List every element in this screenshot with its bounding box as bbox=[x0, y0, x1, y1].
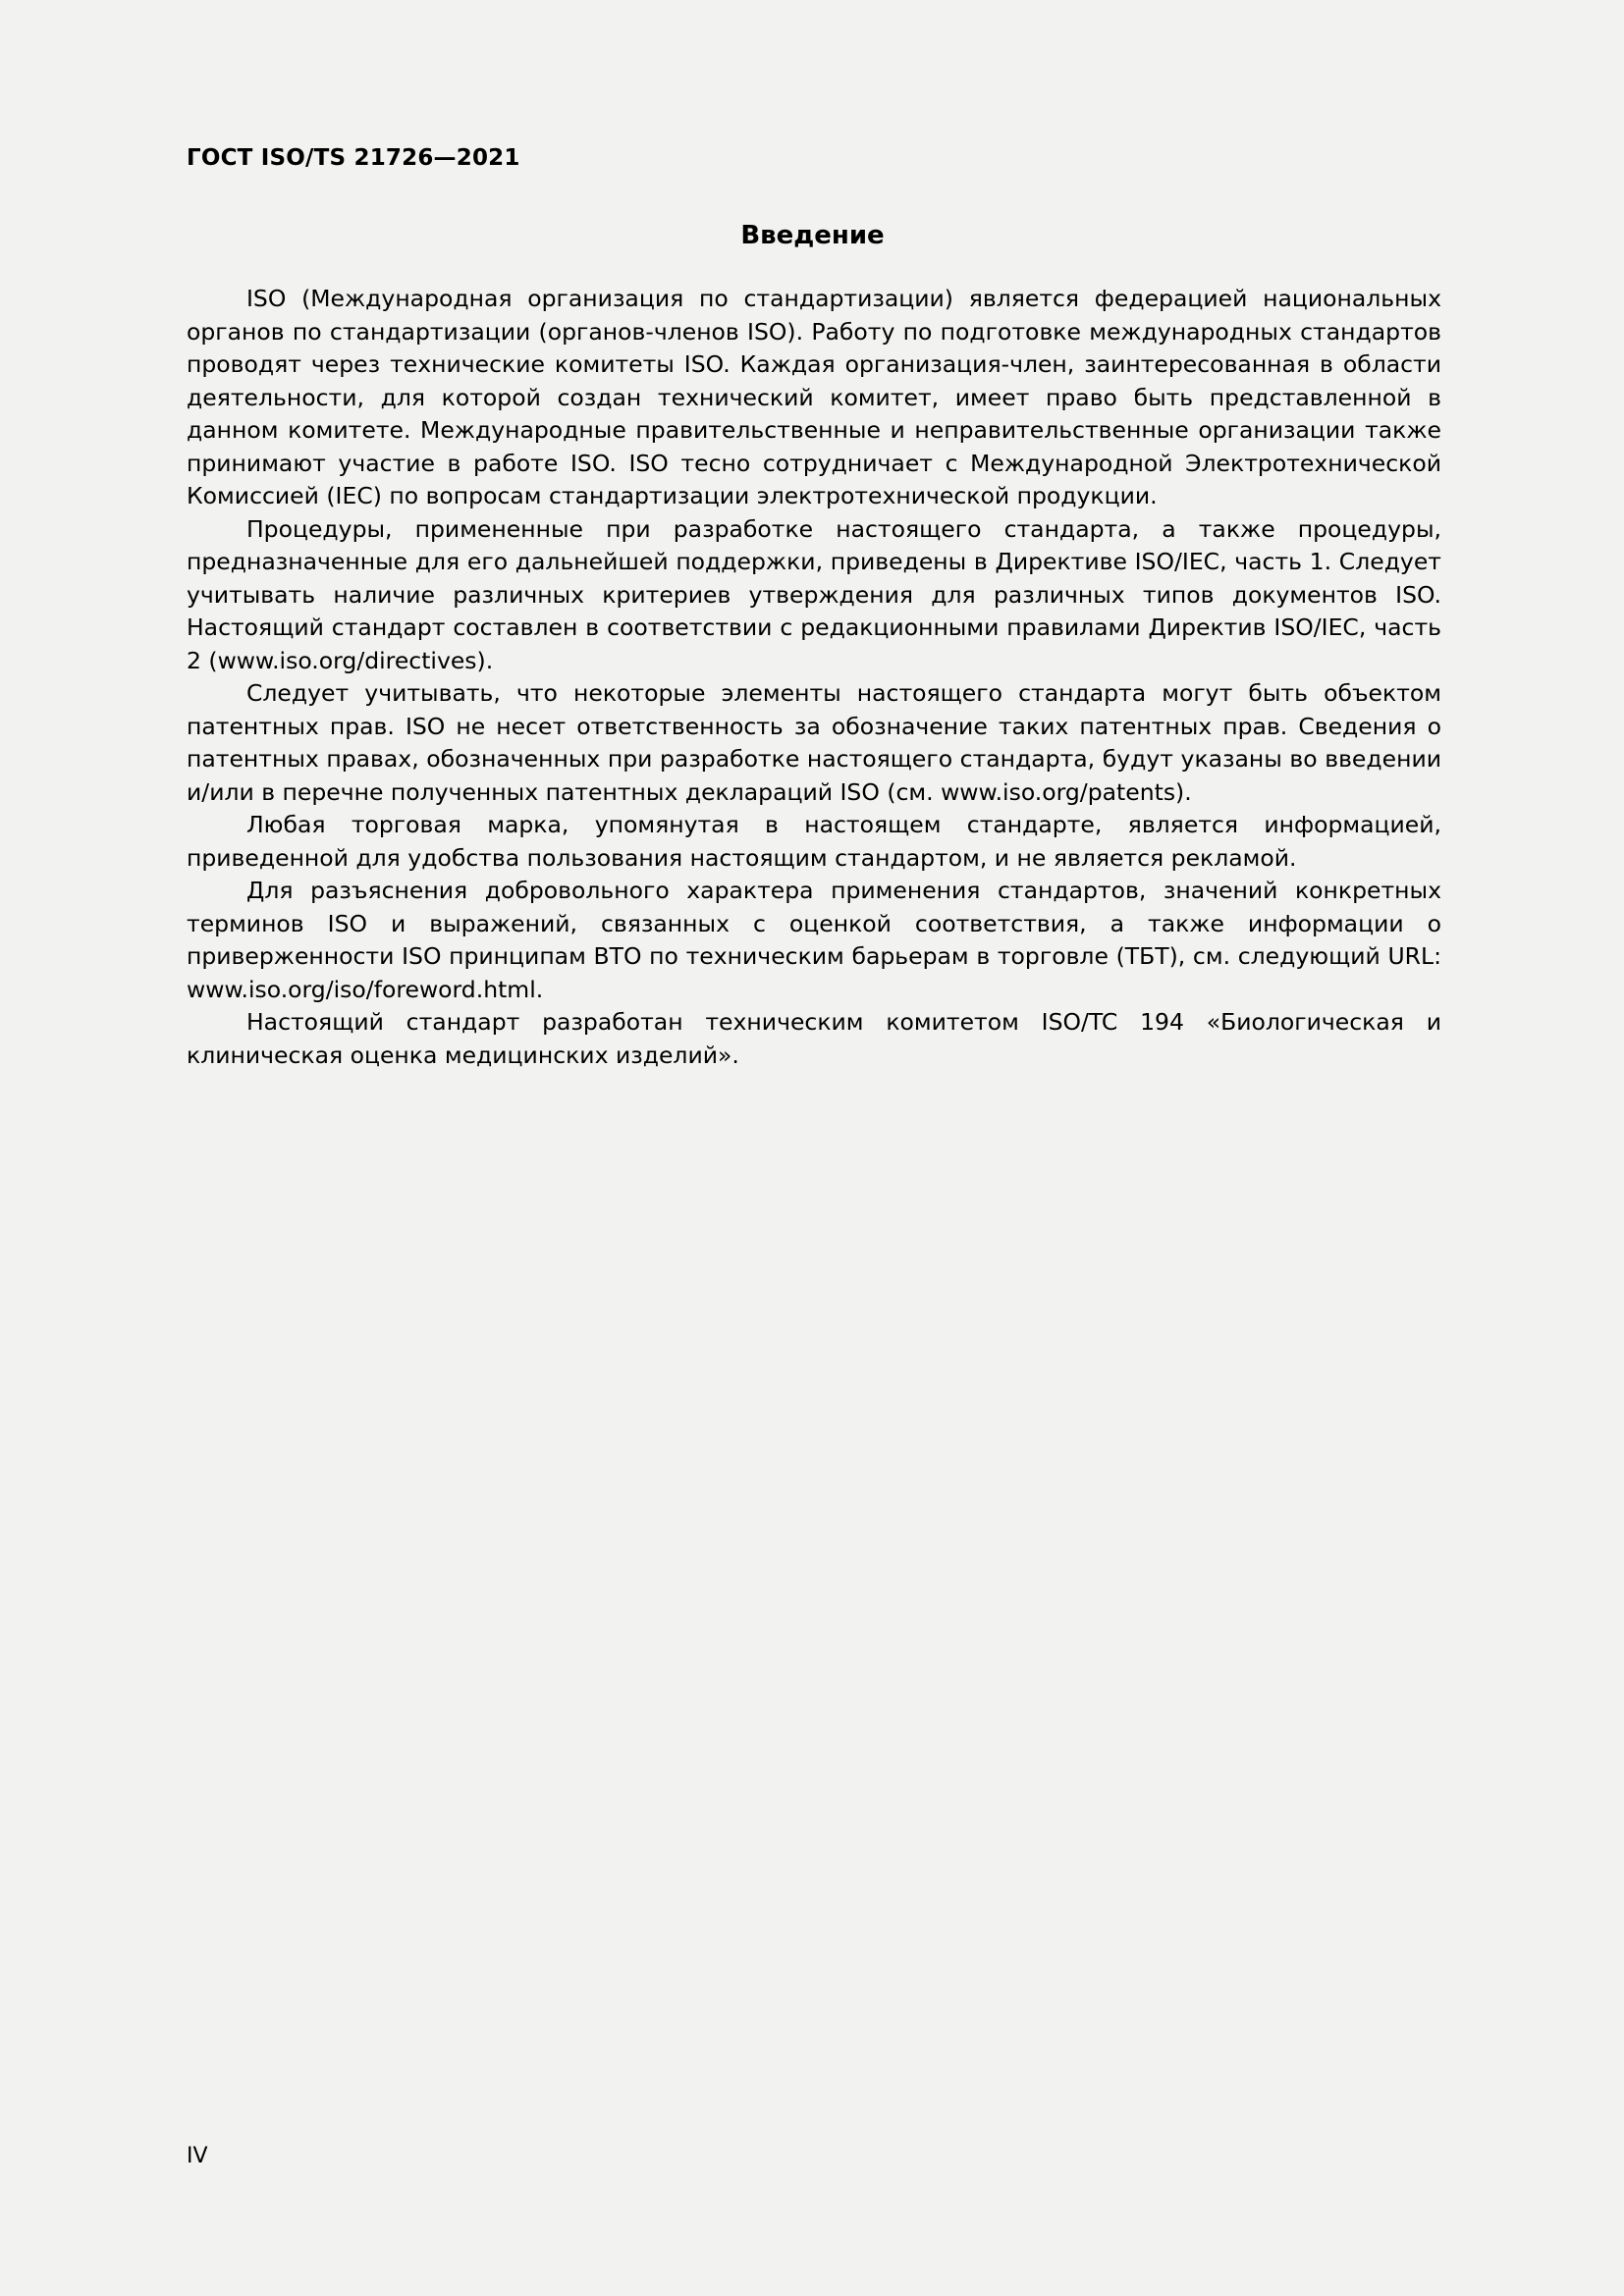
paragraph: Настоящий стандарт разработан техническим комитетом ISO/TC 194 «Биологическая и клиническая оценка медицинских изделий». bbox=[187, 1008, 1441, 1069]
page-title: Введение bbox=[740, 221, 885, 250]
page-number: IV bbox=[187, 2144, 208, 2168]
paragraph: Для разъяснения добровольного характера применения стандартов, значений конкретных терминов ISO и выражений, связанных с оценкой соответствия, а также информации о приверженности ISO принципам ВТО по техническим барьерам в торговле (ТБТ), см. следующий URL: www.iso.org/iso/foreword.html. bbox=[187, 877, 1441, 1003]
paragraph: ISO (Международная организация по стандартизации) является федерацией национальных органов по стандартизации (органов-членов ISO). Работу по подготовке международных стандартов проводят через технические комитеты ISO. Каждая организация-член, заинтересованная в области деятельности, для которой создан технический комитет, имеет право быть представленной в данном комитете. Международные правительственные и неправительственные организации также принимают участие в работе ISO. ISO тесно сотрудничает с Международной Электротехнической Комиссией (IEC) по вопросам стандартизации электротехнической продукции. bbox=[187, 285, 1441, 509]
paragraph: Процедуры, примененные при разработке настоящего стандарта, а также процедуры, предназначенные для его дальнейшей поддержки, приведены в Директиве ISO/IEC, часть 1. Следует учитывать наличие различных критериев утверждения для различных типов документов ISO. Настоящий стандарт составлен в соответствии с редакционными правилами Директив ISO/IEC, часть 2 (www.iso.org/directives). bbox=[187, 514, 1441, 674]
paragraph: Любая торговая марка, упомянутая в настоящем стандарте, является информацией, приведенной для удобства пользования настоящим стандартом, и не является рекламой. bbox=[187, 811, 1441, 872]
body-text bbox=[187, 283, 1441, 1072]
document-header: ГОСТ ISO/TS 21726—2021 bbox=[187, 145, 520, 171]
paragraph: Следует учитывать, что некоторые элементы настоящего стандарта могут быть объектом патентных прав. ISO не несет ответственность за обозначение таких патентных прав. Сведения о патентных правах, обозначенных при разработке настоящего стандарта, будут указаны во введении и/или в перечне полученных патентных деклараций ISO (см. www.iso.org/patents). bbox=[187, 679, 1441, 806]
